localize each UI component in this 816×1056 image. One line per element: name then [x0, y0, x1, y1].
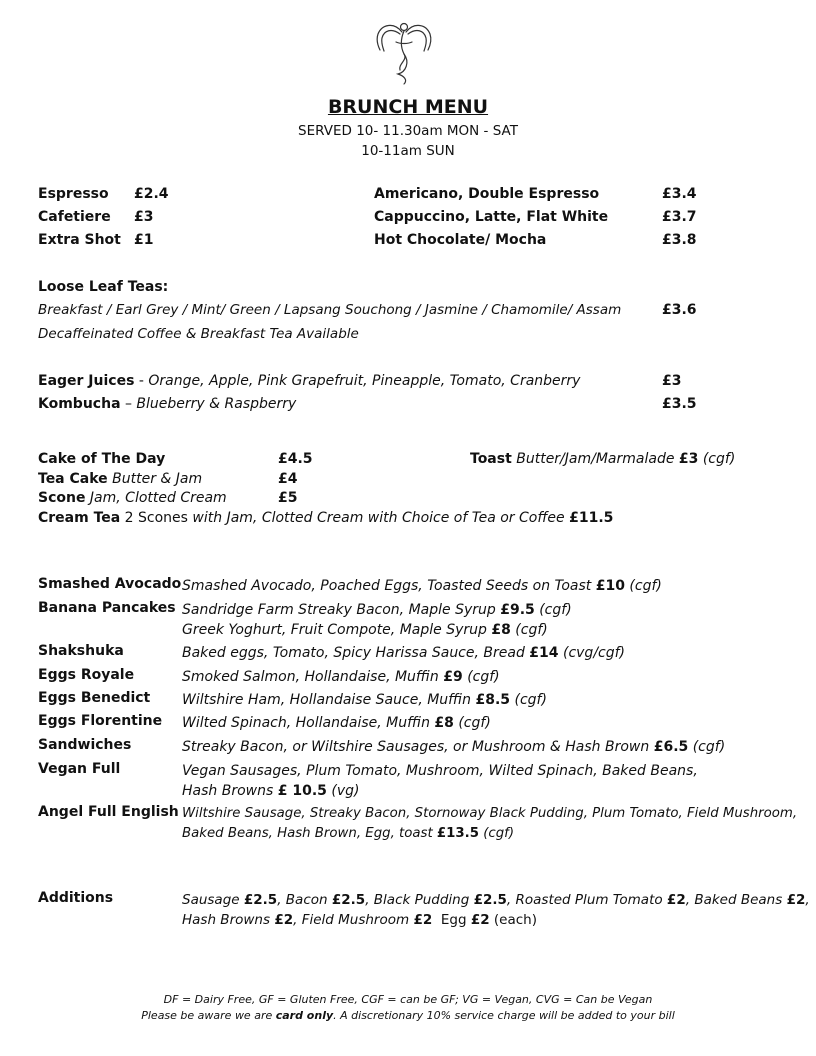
payment-note: Please be aware we are card only. A discretionary 10% service charge will be added to your bill [141, 1009, 675, 1022]
menu-title: BRUNCH MENU [327, 96, 489, 118]
dish-desc: Wiltshire Ham, Hollandaise Sauce, Muffin £8.5 (cgf) [182, 692, 547, 708]
cream-tea-row [38, 510, 613, 526]
juices-price: £3 [662, 373, 682, 389]
additions-heading: Additions [38, 890, 114, 906]
drink-name: Hot Chocolate/ Mocha [374, 232, 547, 248]
scone-row [38, 490, 227, 506]
dish-desc: Vegan Sausages, Plum Tomato, Mushroom, Wilted Spinach, Baked Beans, Hash Browns £ 10.5 (vg) [182, 763, 698, 799]
cake-name: Cake of The Day [38, 451, 166, 467]
cream-tea-price: £11.5 [569, 510, 614, 526]
dish-desc: Smashed Avocado, Poached Eggs, Toasted Seeds on Toast £10 (cgf) [182, 578, 662, 594]
drink-price: £2.4 [134, 186, 169, 202]
served-hours-weekday: SERVED 10- 11.30am MON - SAT [298, 123, 518, 139]
decaf-note: Decaffeinated Coffee & Breakfast Tea Available [38, 326, 359, 342]
juices-separator: - [134, 373, 149, 389]
scone-name: Scone [38, 490, 86, 506]
juices-row [38, 373, 580, 389]
teacake-price: £4 [278, 471, 298, 487]
drink-name: Espresso [38, 186, 109, 202]
cream-tea-scones: 2 Scones [124, 510, 188, 526]
drink-name: Cappuccino, Latte, Flat White [374, 209, 609, 225]
juices-name: Eager Juices [38, 373, 135, 389]
scone-price: £5 [278, 490, 298, 506]
dietary-key: DF = Dairy Free, GF = Gluten Free, CGF = can be GF; VG = Vegan, CVG = Can be Vegan [163, 993, 653, 1006]
dish-desc: Baked eggs, Tomato, Spicy Harissa Sauce, Bread £14 (cvg/cgf) [182, 645, 626, 661]
teacake-name: Tea Cake [38, 471, 108, 487]
dish-name: Vegan Full [38, 761, 121, 777]
angel-logo-icon [374, 18, 434, 86]
cream-tea-name: Cream Tea [38, 510, 121, 526]
kombucha-price: £3.5 [662, 396, 697, 412]
dish-name: Shakshuka [38, 643, 124, 659]
teas-price: £3.6 [662, 302, 697, 318]
dish-name: Eggs Benedict [38, 690, 151, 706]
drink-price: £3.7 [662, 209, 697, 225]
dish-desc: Wiltshire Sausage, Streaky Bacon, Stornoway Black Pudding, Plum Tomato, Field Mushroom, Baked Beans, Hash Brown, Egg, toast £13.5 (cgf) [182, 806, 798, 841]
scone-desc: Jam, Clotted Cream [89, 490, 227, 506]
toast-price: £3 [678, 451, 699, 467]
dish-name: Sandwiches [38, 737, 132, 753]
drink-name: Americano, Double Espresso [374, 186, 600, 202]
dish-name: Smashed Avocado [38, 576, 182, 592]
drink-price: £3.4 [662, 186, 697, 202]
cream-tea-desc: with Jam, Clotted Cream with Choice of Tea or Coffee [192, 510, 565, 526]
dish-desc: Smoked Salmon, Hollandaise, Muffin £9 (cgf) [182, 669, 500, 685]
dish-desc: Wilted Spinach, Hollandaise, Muffin £8 (cgf) [182, 715, 491, 731]
cake-price: £4.5 [278, 451, 313, 467]
drink-name: Extra Shot [38, 232, 121, 248]
teacake-desc: Butter & Jam [112, 471, 203, 487]
juices-desc: Orange, Apple, Pink Grapefruit, Pineapple, Tomato, Cranberry [148, 373, 581, 389]
kombucha-desc: Blueberry & Raspberry [136, 396, 297, 412]
dish-name: Banana Pancakes [38, 600, 176, 616]
kombucha-row [38, 396, 296, 412]
dish-desc: Sandridge Farm Streaky Bacon, Maple Syrup £9.5 (cgf) Greek Yoghurt, Fruit Compote, Maple Syrup £8 (cgf) [182, 602, 572, 638]
teas-list: Breakfast / Earl Grey / Mint/ Green / Lapsang Souchong / Jasmine / Chamomile/ Assam [38, 302, 622, 318]
toast-desc: Butter/Jam/Marmalade [516, 451, 675, 467]
drink-name: Cafetiere [38, 209, 111, 225]
dish-name: Eggs Royale [38, 667, 135, 683]
teacake-row [38, 471, 202, 487]
drink-price: £3.8 [662, 232, 697, 248]
toast-name: Toast [470, 451, 512, 467]
teas-heading: Loose Leaf Teas: [38, 279, 169, 295]
additions-list: Sausage £2.5, Bacon £2.5, Black Pudding £2.5, Roasted Plum Tomato £2, Baked Beans £2, Hash Browns £2, Field Mushroom £2 Egg £2 (each) [182, 892, 810, 928]
served-hours-sunday: 10-11am SUN [361, 143, 455, 159]
dish-name: Eggs Florentine [38, 713, 163, 729]
drink-price: £1 [134, 232, 154, 248]
dish-desc: Streaky Bacon, or Wiltshire Sausages, or Mushroom & Hash Brown £6.5 (cgf) [182, 739, 726, 755]
kombucha-name: Kombucha [38, 396, 121, 412]
toast-row [470, 451, 735, 467]
drink-price: £3 [134, 209, 154, 225]
toast-tag: (cgf) [702, 451, 736, 467]
dish-name: Angel Full English [38, 804, 179, 820]
kombucha-separator: – [120, 396, 137, 412]
